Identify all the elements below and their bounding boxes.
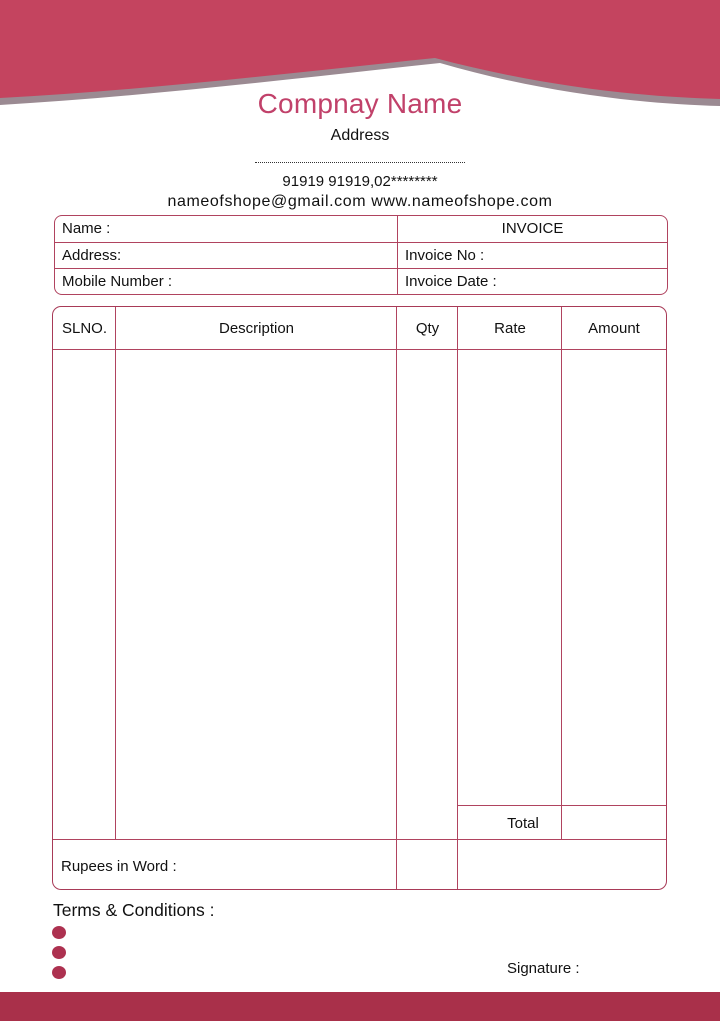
invoice-no-label: Invoice No : [405, 247, 485, 264]
total-label: Total [507, 815, 539, 832]
footer-row-divider [53, 839, 667, 840]
customer-mobile-field[interactable] [55, 269, 398, 295]
invoice-date-field[interactable] [398, 269, 667, 295]
total-amount-field[interactable] [563, 807, 666, 839]
customer-name-field[interactable] [55, 216, 398, 243]
info-row-name [55, 216, 667, 243]
items-table [52, 306, 667, 890]
items-body-area[interactable] [116, 351, 396, 839]
doc-type-title: INVOICE [501, 220, 564, 237]
invoice-no-field[interactable] [398, 243, 667, 270]
customer-address-label: Address: [62, 247, 122, 264]
address-dotted-line [255, 162, 465, 163]
customer-name-label: Name : [62, 220, 111, 237]
column-divider-description [396, 307, 397, 890]
rupees-in-word-label: Rupees in Word : [61, 858, 177, 875]
column-header-amount: Amount [588, 320, 640, 337]
info-row-address [55, 243, 667, 270]
company-name: Compnay Name [257, 88, 463, 119]
header-divider [53, 349, 667, 350]
terms-bullet-icon [52, 926, 66, 939]
signature-label: Signature : [507, 960, 580, 977]
column-divider-qty [457, 307, 458, 890]
terms-title: Terms & Conditions : [53, 900, 215, 920]
invoice-info-box [54, 215, 668, 295]
column-header-slno: SLNO. [61, 320, 107, 337]
info-row-mobile [55, 269, 667, 295]
customer-mobile-label: Mobile Number : [62, 273, 173, 290]
doc-type-cell [398, 216, 667, 243]
footer-band [0, 992, 720, 1021]
column-header-rate: Rate [494, 320, 526, 337]
terms-bullet-icon [52, 966, 66, 979]
total-row-divider [458, 805, 667, 806]
column-header-qty: Qty [415, 320, 440, 337]
invoice-date-label: Invoice Date : [405, 273, 497, 290]
company-phone: 91919 91919,02******** [282, 173, 438, 190]
column-divider-rate [561, 307, 562, 840]
company-address: Address [330, 127, 390, 144]
customer-address-field[interactable] [55, 243, 398, 270]
terms-bullet-icon [52, 946, 66, 959]
column-header-description: Description [218, 320, 295, 337]
company-contact-web: nameofshope@gmail.com www.nameofshope.com [167, 193, 553, 210]
